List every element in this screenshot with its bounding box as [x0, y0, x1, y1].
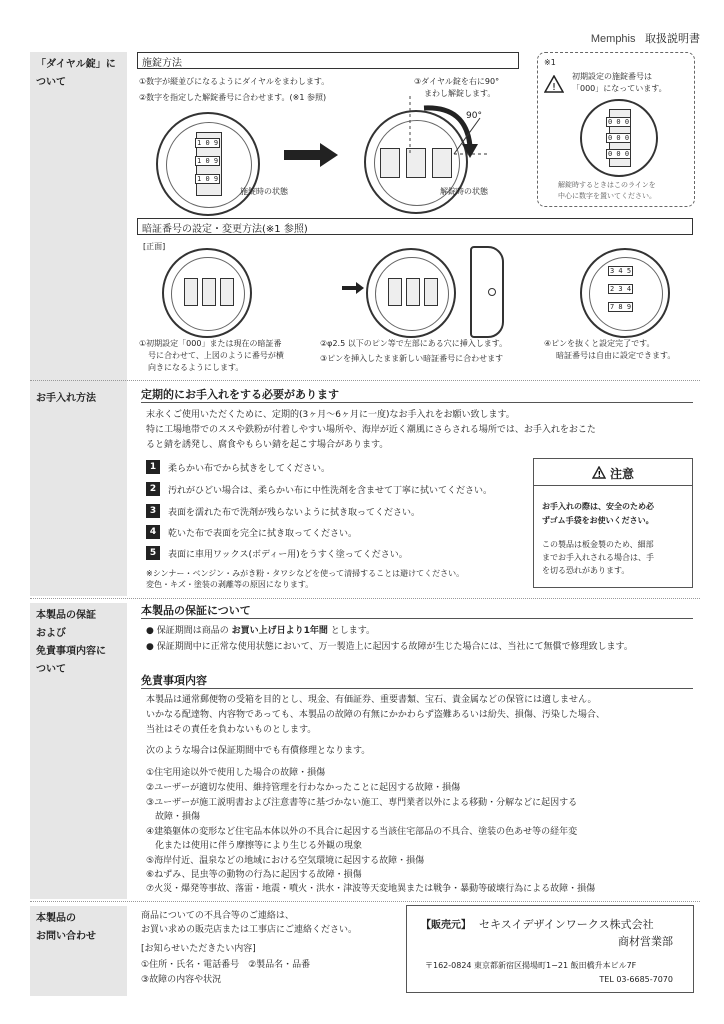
- newcode-dial-illustration: [580, 248, 670, 338]
- digit: 9: [213, 157, 219, 165]
- warranty-period: お買い上げ日より1年間: [231, 626, 328, 636]
- disclaimer-item: ⑥ねずみ、昆虫等の動物の行為に起因する故障・損傷: [146, 870, 362, 880]
- divider: [30, 598, 700, 599]
- section-label-warranty: [30, 603, 127, 899]
- step-number: 4: [146, 525, 160, 539]
- note1-dial-illustration: [580, 99, 658, 177]
- code-step4-line: ④ピンを抜くと設定完了です。: [544, 339, 655, 348]
- arrow-right-icon: [284, 143, 338, 167]
- disclaimer-item: ③ユーザーが施工説明書および注意書等に基づかない施工、専門業者以外による移動・分解などに起因する: [146, 798, 578, 808]
- dial-wheel: [202, 278, 216, 306]
- dial-digits: [195, 156, 220, 166]
- disclaimer-title: 免責事項内容: [141, 674, 207, 687]
- front-dial-illustration: [162, 248, 252, 338]
- step-text: 柔らかい布でから拭きをしてください。: [168, 463, 331, 474]
- note1-footer-line: 解錠時するときはこのラインを: [558, 181, 656, 189]
- disclaimer-lead: 次のような場合は保証期間中でも有償修理となります。: [146, 746, 371, 756]
- dial-digits: 3 4 5: [610, 267, 632, 275]
- locking-step1: ①数字が縦並びになるようにダイヤルをまわします。: [139, 77, 330, 86]
- code-setting-title: 暗証番号の設定・変更方法(※1 参照): [137, 218, 693, 235]
- digit: 1: [197, 175, 202, 183]
- section-label-line: 本製品の保証: [36, 610, 96, 621]
- step-text: 汚れがひどい場合は、柔らかい布に中性洗剤を含ませて丁寧に拭いてください。: [168, 485, 493, 496]
- dial-wheel: [184, 278, 198, 306]
- warranty-bullet-2: ● 保証期間中に正常な使用状態において、万一製造上に起因する故障が生じた場合には、当社にて無償で修理致します。: [146, 642, 633, 652]
- caution-text-line: この製品は板金製のため、細部: [542, 540, 654, 549]
- step-number: 2: [146, 482, 160, 496]
- caution-text-line: を切る恐れがあります。: [542, 566, 630, 575]
- section-label-care: [30, 386, 127, 596]
- dial-side-view: [470, 246, 504, 338]
- divider: [534, 485, 692, 486]
- code-step4-line: 暗証番号は自由に設定できます。: [556, 351, 676, 360]
- dial-wheel: [388, 278, 402, 306]
- disclaimer-item: ①住宅用途以外で使用した場合の故障・損傷: [146, 768, 326, 778]
- care-note-line: ※シンナー・ベンジン・みがき粉・タワシなどを使って清掃することは避けてください。: [146, 569, 465, 578]
- disclaimer-intro-line: 本製品は通常郵便物の受箱を目的とし、現金、有価証券、重要書類、宝石、貴金属などの保管には適しません。: [146, 695, 597, 705]
- section-label-line: お手入れ方法: [36, 393, 96, 404]
- care-step: [146, 482, 492, 496]
- locked-dial-illustration: [156, 112, 260, 216]
- disclaimer-item: ⑤海岸付近、温泉などの地域における空気環境に起因する故障・損傷: [146, 856, 425, 866]
- disclaimer-intro-line: いかなる配達物、内容物であっても、本製品の故障の有無にかかわらず盗難あるいは紛失、損傷、汚染した場合、: [146, 710, 605, 720]
- contact-line: 商品についての不具合等のご連絡は、: [141, 911, 294, 921]
- caution-box: [533, 458, 693, 588]
- care-intro-line: ると錆を誘発し、腐食やもらい錆を起こす場合があります。: [146, 440, 389, 450]
- dial-digits: [195, 174, 220, 184]
- care-step: [146, 504, 420, 518]
- code-step1-line: ①初期設定「000」または現在の暗証番: [139, 339, 282, 348]
- company-name: セキスイデザインワークス株式会社: [479, 918, 654, 931]
- disclaimer-item: 故障・損傷: [146, 812, 201, 822]
- step-number: 5: [146, 546, 160, 560]
- department: 商材営業部: [618, 935, 673, 948]
- page-header: [591, 30, 700, 46]
- disclaimer-item: ②ユーザーが適切な使用、維持管理を行わなかったことに起因する故障・損傷: [146, 783, 461, 793]
- care-step: [146, 460, 330, 474]
- title-underline: [141, 402, 693, 403]
- digit: 0: [205, 139, 210, 147]
- caution-title: 注意: [609, 467, 634, 481]
- locking-step3-line2: まわし解錠します。: [424, 89, 496, 98]
- digit: 9: [213, 139, 219, 147]
- disclaimer-intro-line: 当社はその責任を負わないものとします。: [146, 725, 317, 735]
- dial-digits: 0 0 0: [608, 150, 630, 158]
- step-number: 3: [146, 504, 160, 518]
- dial-wheel: [380, 148, 400, 178]
- locking-title: 施錠方法: [137, 52, 519, 69]
- digit: 0: [205, 175, 210, 183]
- digit: 0: [205, 157, 210, 165]
- section-label-line: 「ダイヤル錠」に: [36, 59, 116, 70]
- contact-line: お買い求めの販売店または工事店にご連絡ください。: [141, 925, 358, 935]
- address: 〒162-0824 東京都新宿区揚場町1−21 飯田橋升本ビル7F: [425, 961, 637, 970]
- care-intro-line: 特に工場地帯でのススや鉄粉が付着しやすい場所や、海岸が近く潮風にさらされる場所では、お手入れをおこた: [146, 425, 596, 435]
- digit: 9: [213, 175, 219, 183]
- divider: [30, 901, 700, 902]
- contact-info-line: ③故障の内容や状況: [141, 975, 222, 985]
- step-text: 乾いた布で表面を完全に拭き取ってください。: [168, 528, 358, 539]
- bullet-text: 保証期間は商品の: [156, 626, 229, 636]
- doc-type: 取扱説明書: [645, 32, 700, 45]
- warning-icon: [592, 466, 606, 479]
- title-underline: [141, 618, 693, 619]
- unlocked-caption: 解錠時の状態: [440, 187, 488, 196]
- code-step3: ③ピンを挿入したまま新しい暗証番号に合わせます: [320, 354, 504, 363]
- bullet-text: 保証期間中に正常な使用状態において、万一製造上に起因する故障が生じた場合には、当社にて無償で修理致します。: [156, 642, 633, 652]
- step-text: 表面を濡れた布で洗剤が残らないように拭き取ってください。: [168, 507, 421, 518]
- locked-caption: 施錠時の状態: [240, 187, 288, 196]
- care-step: [146, 525, 357, 539]
- locking-step2: ②数字を指定した解錠番号に合わせます。(※1 参照): [139, 93, 327, 102]
- step-number: 1: [146, 460, 160, 474]
- digit: 1: [197, 139, 202, 147]
- care-note-line: 変色・キズ・塗装の剥離等の原因になります。: [146, 580, 314, 589]
- warranty-title: 本製品の保証について: [141, 604, 251, 617]
- section-label-line: 本製品の: [36, 913, 76, 924]
- pin-dial-illustration: [366, 248, 456, 338]
- caution-bold-line: お手入れの際は、安全のため必: [542, 502, 654, 511]
- locking-step3-line1: ③ダイヤル錠を右に90°: [414, 77, 500, 86]
- seller-label: 【販売元】: [421, 920, 471, 931]
- code-step1-line: 号に合わせて、上図のように番号が横: [148, 351, 284, 360]
- dial-wheel: [406, 278, 420, 306]
- svg-text:!: !: [597, 470, 602, 479]
- code-step2: ②φ2.5 以下のピン等で左部にある穴に挿入します。: [320, 339, 508, 348]
- bullet-text: とします。: [330, 626, 376, 636]
- note1-mark: ※1: [544, 58, 556, 67]
- section-label-line: 免責事項内容に: [36, 646, 106, 657]
- code-step1-line: 向きになるようにします。: [148, 363, 244, 372]
- note1-text-line: 初期設定の施錠番号は: [572, 72, 652, 81]
- brand-name: Memphis: [590, 33, 636, 45]
- section-label-contact: [30, 906, 127, 996]
- section-label-line: ついて: [36, 664, 66, 675]
- note1-footer-line: 中心に数字を置いてください。: [558, 192, 656, 200]
- care-title: 定期的にお手入れをする必要があります: [141, 388, 339, 401]
- dial-wheel: [220, 278, 234, 306]
- dial-digits: [195, 138, 220, 148]
- digit: 1: [197, 157, 202, 165]
- svg-text:!: !: [552, 82, 557, 93]
- warning-icon: [544, 75, 564, 93]
- contact-info-line: ①住所・氏名・電話番号 ②製品名・品番: [141, 960, 311, 970]
- care-intro-line: 末永くご使用いただくために、定期的(3ヶ月〜6ヶ月に一度)なお手入れをお願い致します。: [146, 410, 515, 420]
- warranty-bullet-1: ● 保証期間は商品の お買い上げ日より1年間 とします。: [146, 626, 376, 636]
- dial-wheel: [424, 278, 438, 306]
- divider: [30, 380, 700, 381]
- dial-digits: 7 8 9: [610, 303, 632, 311]
- dial-digits: 0 0 0: [608, 134, 630, 142]
- telephone: TEL 03-6685-7070: [599, 975, 673, 984]
- angle-label: 90°: [466, 111, 482, 121]
- pin-arrow-icon: [342, 282, 364, 294]
- note1-box: [537, 52, 695, 207]
- pin-hole-icon: [488, 288, 496, 296]
- section-label-lock: [30, 52, 127, 386]
- disclaimer-item: ⑦火災・爆発等事故、落雷・地震・噴火・洪水・津波等天変地異または戦争・暴動等破壊行為による故障・損傷: [146, 884, 596, 894]
- dial-digits: 0 0 0: [608, 118, 630, 126]
- caution-text-line: までお手入れされる場合は、手: [542, 553, 654, 562]
- care-step: [146, 546, 408, 560]
- disclaimer-item: ④建築躯体の変形など住宅品本体以外の不具合に起因する当該住宅部品の不具合、塗装の色あせ等の経年変: [146, 827, 578, 837]
- caution-bold-line: ずゴム手袋をお使いください。: [542, 516, 654, 525]
- note1-text-line: 「000」になっています。: [572, 84, 667, 93]
- title-underline: [141, 688, 693, 689]
- dial-digits: 2 3 4: [610, 285, 632, 293]
- step-text: 表面に車用ワックス(ボディー用)をうすく塗ってください。: [168, 549, 408, 560]
- caution-heading: [534, 465, 692, 482]
- front-label: [正面]: [143, 242, 166, 251]
- section-label-line: ついて: [36, 77, 66, 88]
- disclaimer-item: 化または使用に伴う摩擦等により生じる外観の現象: [146, 841, 363, 851]
- section-label-line: お問い合わせ: [36, 931, 96, 942]
- section-label-line: および: [36, 628, 66, 639]
- contact-info-title: [お知らせいただきたい内容]: [141, 944, 256, 954]
- seller-box: [406, 905, 694, 993]
